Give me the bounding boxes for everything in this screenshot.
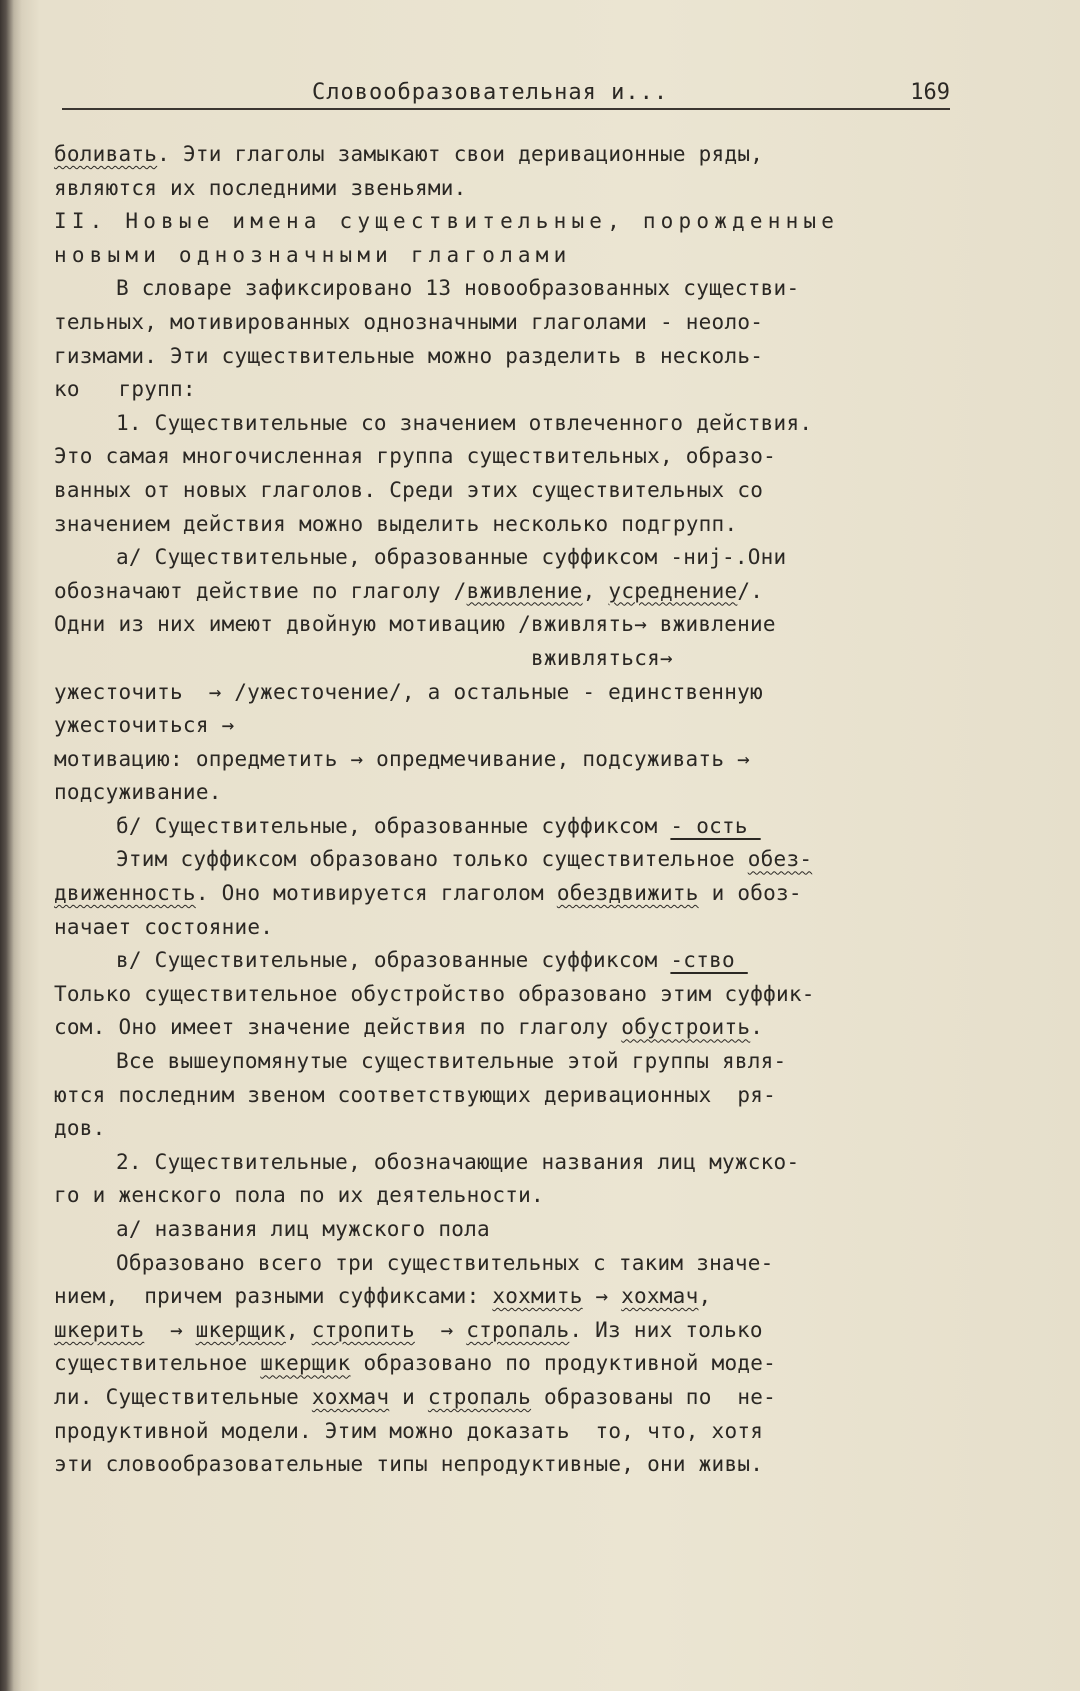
text-line <box>54 541 974 575</box>
underlined-term: движенность <box>54 881 196 906</box>
text-run: . Эти глаголы замыкают свои деривационные ряды, <box>157 142 764 166</box>
running-title: Словообразовательная и... <box>312 80 669 105</box>
text-run: , <box>582 578 609 603</box>
text-run: и <box>389 1384 428 1409</box>
text-line <box>54 1146 974 1180</box>
underlined-term: обустроить <box>621 1015 751 1040</box>
text-run: образованы по не- <box>531 1384 777 1409</box>
text-run: дов. <box>54 1116 106 1141</box>
text-run: Образовано всего три существительных с таким значе- <box>116 1250 774 1275</box>
text-run: сом. Оно имеет значение действия по глаголу <box>54 1015 622 1040</box>
underlined-term: шкерить <box>54 1317 145 1342</box>
text-run: существительное <box>54 1351 261 1376</box>
text-run: 1. Существительные со значением отвлеченного действия. <box>116 410 813 435</box>
text-line <box>54 608 974 642</box>
text-run: . Оно мотивируется глаголом <box>195 881 557 906</box>
text-line <box>54 843 974 877</box>
text-run: ужесточиться <box>54 713 222 738</box>
underlined-term: вживление <box>466 578 583 603</box>
text-line <box>54 138 974 172</box>
body-text <box>54 138 974 1482</box>
text-line <box>54 508 974 542</box>
derivation-arrow: → <box>595 1284 609 1309</box>
text-run: ванных от новых глаголов. Среди этих существительных со <box>54 477 764 502</box>
text-run <box>415 1318 441 1342</box>
text-run: . <box>750 1015 764 1040</box>
underlined-suffix: - ость <box>670 813 761 838</box>
text-run: в/ Существительные, образованные суффиксом <box>116 948 671 973</box>
text-run <box>583 1284 596 1308</box>
underlined-term: обездвижить <box>556 881 699 906</box>
text-line <box>54 1415 974 1449</box>
text-line <box>54 776 974 810</box>
text-run: новыми однозначными глаголами <box>54 242 572 267</box>
underlined-term: стропаль <box>466 1317 570 1342</box>
derivation-arrow: → <box>634 612 647 637</box>
derivation-arrow: → <box>659 645 673 670</box>
text-run: , <box>285 1317 312 1342</box>
text-run: Это самая многочисленная группа существительных, образо- <box>54 444 777 469</box>
text-line <box>54 474 974 508</box>
text-run: Этим суффиксом образовано только существительное <box>116 847 748 872</box>
text-run: Все вышеупомянутые существительные этой группы явля- <box>116 1049 787 1074</box>
text-run <box>183 1318 196 1342</box>
text-line <box>54 272 974 306</box>
section-heading-line <box>54 239 974 273</box>
text-run <box>453 1318 466 1342</box>
underlined-term: усреднение <box>608 578 738 603</box>
text-run: гизмами. Эти существительные можно разделить в несколь- <box>54 343 764 368</box>
underlined-term: шкерщик <box>195 1317 286 1342</box>
text-run: 2. Существительные, обозначающие названия лиц мужско- <box>116 1149 800 1174</box>
underlined-term: обез- <box>747 847 813 872</box>
text-line <box>54 743 974 777</box>
text-run: ужесточить <box>54 679 209 704</box>
text-run: II. Новые имена существительные, порожденные <box>54 209 840 234</box>
underlined-term: хохмить <box>492 1284 583 1309</box>
section-heading-line <box>54 205 974 239</box>
text-line <box>54 1280 974 1314</box>
underlined-term: хохмач <box>311 1384 390 1409</box>
text-run: /. <box>737 578 764 603</box>
text-run <box>144 1318 170 1342</box>
underlined-term: стропить <box>311 1317 415 1342</box>
text-line <box>54 944 974 978</box>
text-run: . Из них только <box>569 1317 763 1342</box>
text-run <box>608 1284 621 1308</box>
text-run: В словаре зафиксировано 13 новообразованных существи- <box>116 276 800 301</box>
text-run: вживляться <box>54 645 660 670</box>
text-run: нием, причем разными суффиксами: <box>54 1284 493 1309</box>
text-line <box>54 978 974 1012</box>
underlined-suffix: -ство <box>670 948 748 973</box>
derivation-arrow: → <box>170 1317 183 1342</box>
text-run: значением действия можно выделить несколько подгрупп. <box>54 511 738 536</box>
text-run: Одни из них имеют двойную мотивацию /вживлять <box>54 612 635 637</box>
text-run: ли. Существительные <box>54 1384 312 1409</box>
text-run: продуктивной модели. Этим можно доказать то, что, хотя <box>54 1418 764 1443</box>
text-run: Только существительное обустройство образовано этим суффик- <box>54 981 815 1006</box>
text-line <box>54 642 974 676</box>
text-run: обозначают действие по глаголу / <box>54 578 467 603</box>
text-line <box>54 1045 974 1079</box>
text-run: являются их последними звеньями. <box>54 175 467 200</box>
text-run: и обоз- <box>698 881 802 906</box>
text-line <box>54 1347 974 1381</box>
text-line <box>54 340 974 374</box>
text-line <box>54 1448 974 1482</box>
text-line <box>54 373 974 407</box>
text-run: а/ Существительные, образованные суффиксом -ниj-.Они <box>116 545 787 570</box>
text-line <box>54 407 974 441</box>
text-line <box>54 911 974 945</box>
text-run: вживление <box>646 612 776 637</box>
text-line <box>54 1179 974 1213</box>
text-run: , <box>698 1284 712 1309</box>
derivation-arrow: → <box>208 679 222 704</box>
text-run: эти словообразовательные типы непродуктивные, они живы. <box>54 1452 764 1477</box>
text-line <box>54 810 974 844</box>
running-header <box>62 76 950 110</box>
derivation-arrow: → <box>440 1317 454 1342</box>
text-line <box>54 877 974 911</box>
page-number: 169 <box>910 80 950 105</box>
text-line <box>54 1247 974 1281</box>
text-line <box>54 676 974 710</box>
text-run: б/ Существительные, образованные суффиксом <box>116 813 671 838</box>
text-run: начает состояние. <box>54 914 274 939</box>
text-run: тельных, мотивированных однозначными глаголами - неоло- <box>54 309 764 334</box>
text-run: а/ названия лиц мужского пола <box>116 1217 490 1241</box>
text-line <box>54 1112 974 1146</box>
text-line <box>54 709 974 743</box>
text-line <box>54 172 974 206</box>
text-line <box>54 1011 974 1045</box>
text-line <box>54 1213 974 1247</box>
underlined-term: шкерщик <box>260 1351 351 1376</box>
text-run: ются последним звеном соответствующих деривационных ря- <box>54 1082 777 1107</box>
text-run: ко групп: <box>54 377 196 402</box>
text-run: /ужесточение/, а остальные - единственную <box>221 679 763 704</box>
text-line <box>54 306 974 340</box>
text-run: мотивацию: опредметить <box>54 746 351 771</box>
derivation-arrow: → <box>221 713 235 738</box>
text-run: подсуживание. <box>54 780 222 805</box>
text-line <box>54 1381 974 1415</box>
text-line <box>54 1079 974 1113</box>
underlined-term: боливать <box>54 142 158 166</box>
text-line <box>54 1314 974 1348</box>
text-line <box>54 440 974 474</box>
derivation-arrow: → <box>737 746 750 771</box>
text-run: го и женского пола по их деятельности. <box>54 1183 544 1208</box>
text-run: опредмечивание, подсуживать <box>363 746 738 771</box>
underlined-term: хохмач <box>621 1284 699 1309</box>
text-line <box>54 575 974 609</box>
underlined-term: стропаль <box>427 1384 532 1409</box>
derivation-arrow: → <box>350 746 364 771</box>
text-run: образовано по продуктивной моде- <box>350 1351 777 1376</box>
